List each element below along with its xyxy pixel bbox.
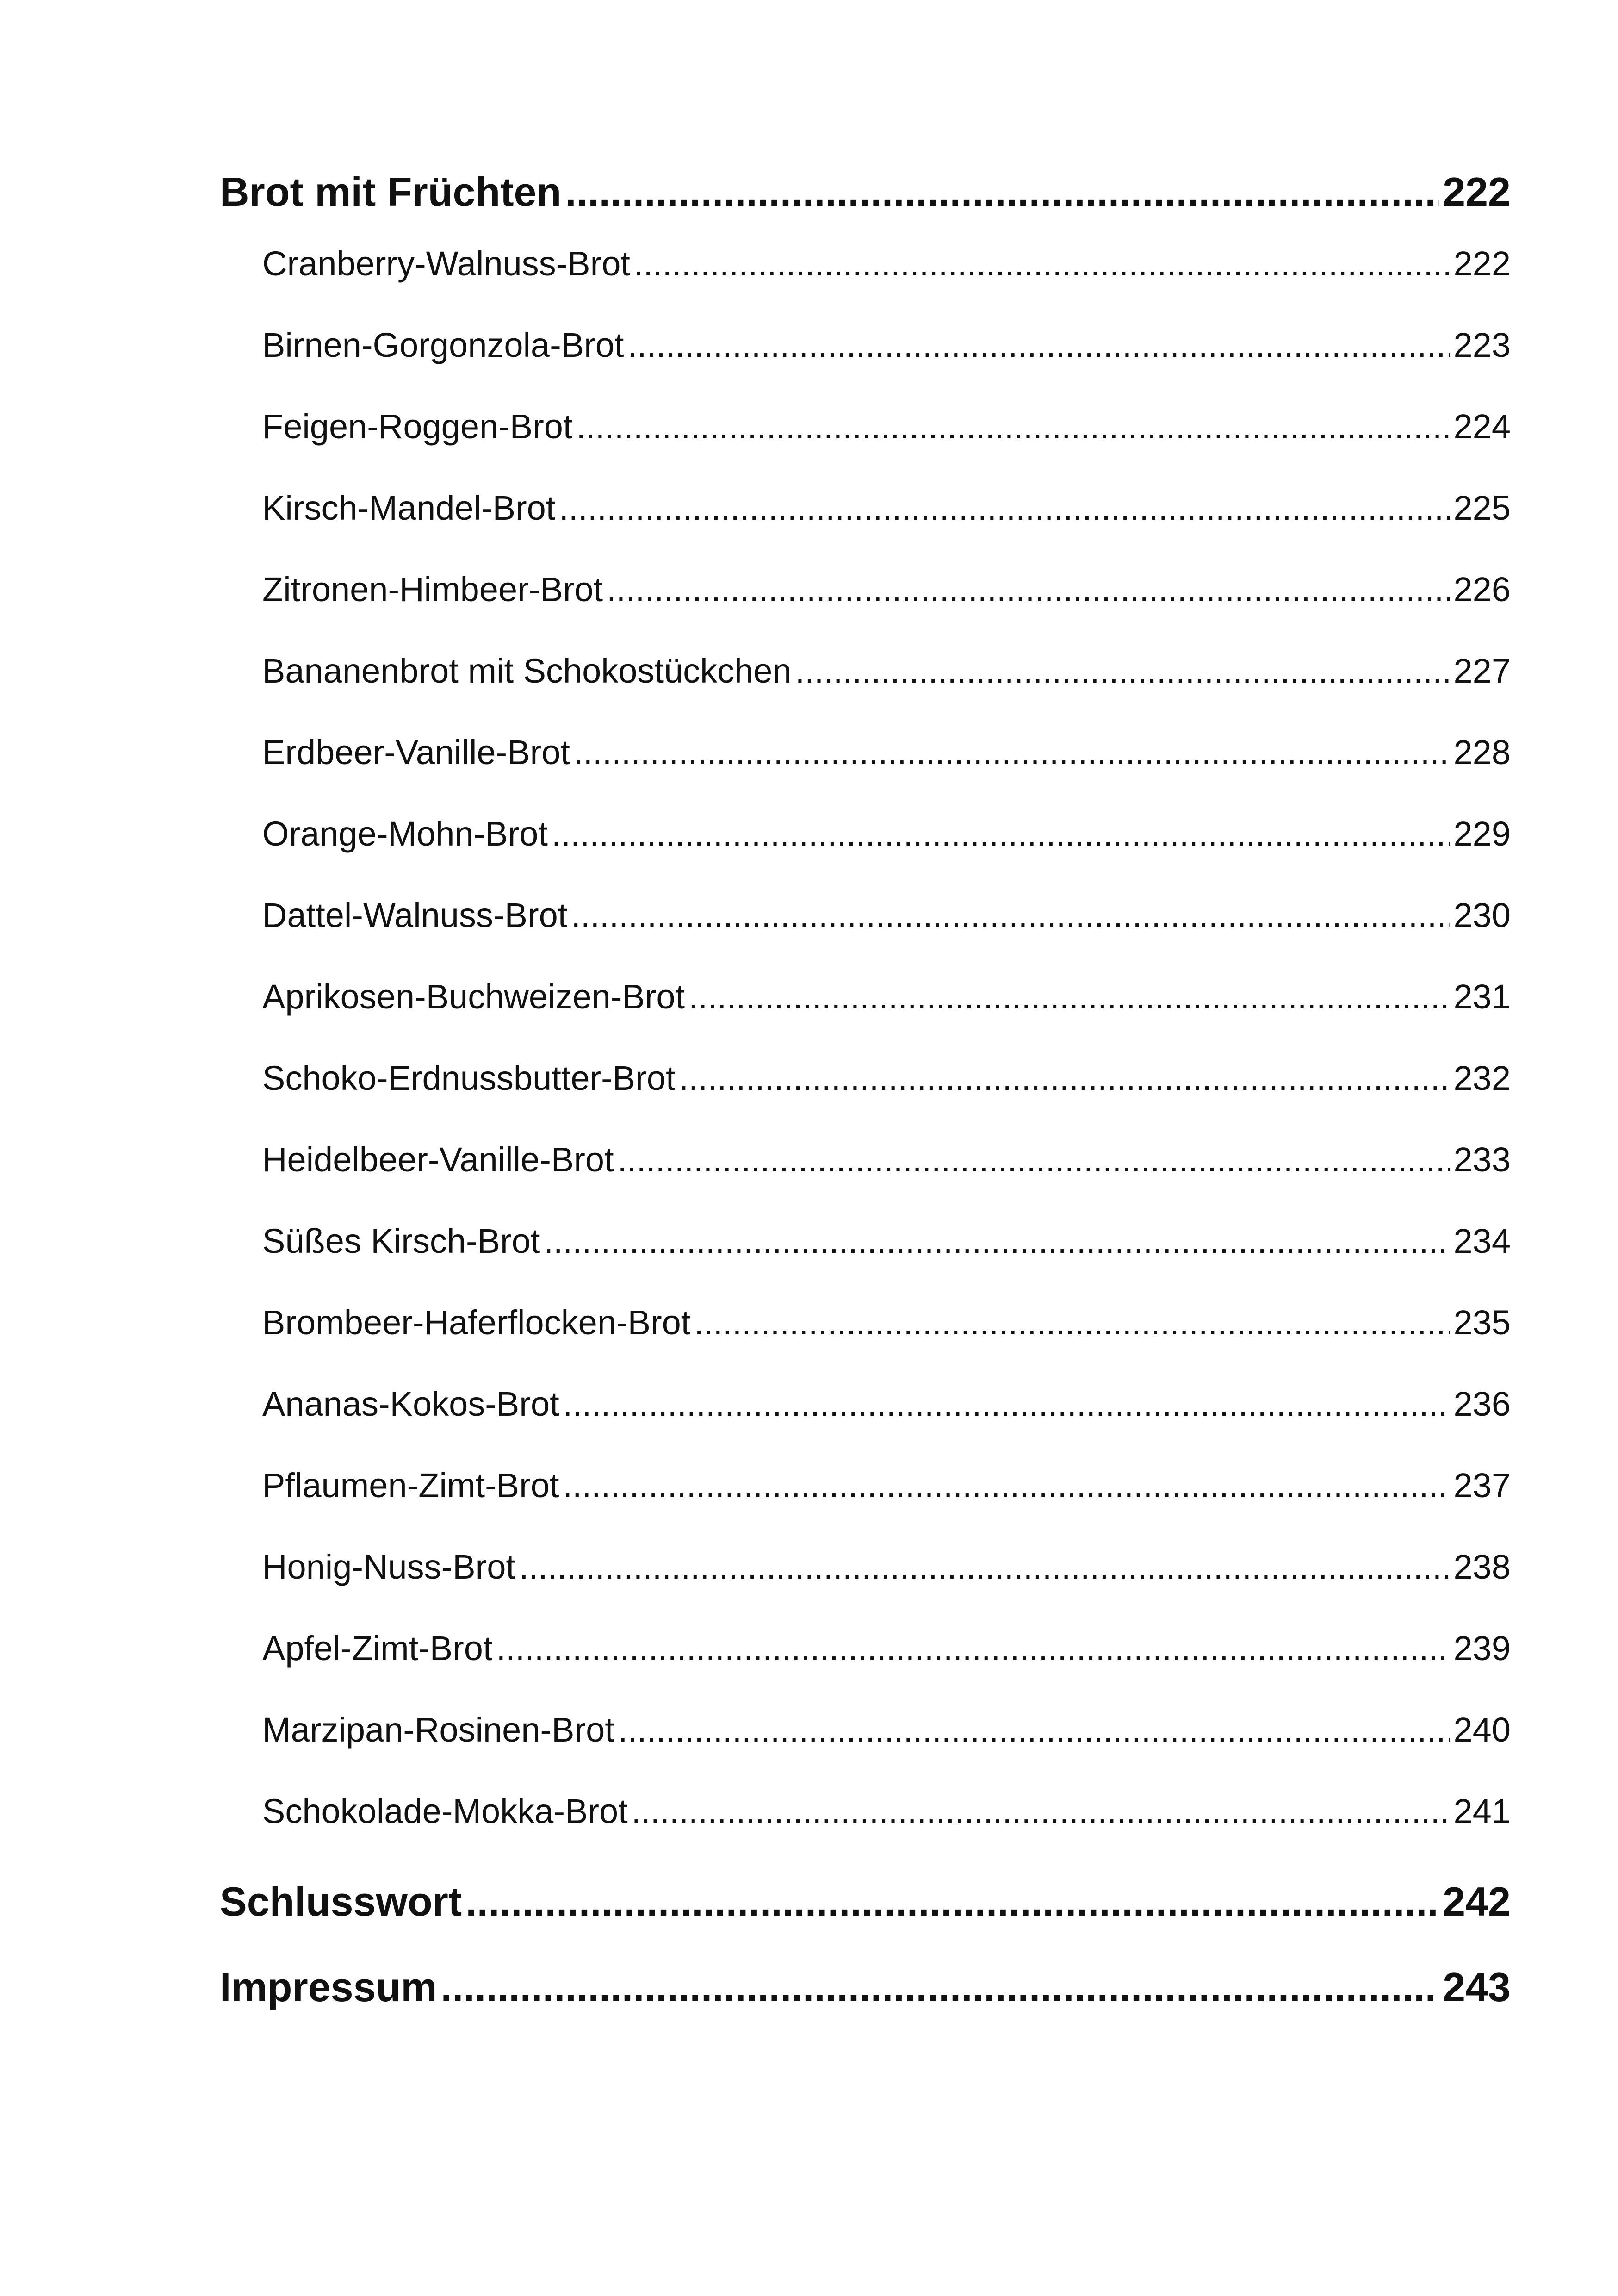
toc-entry[interactable] bbox=[220, 1462, 1511, 1544]
toc-page-number: 228 bbox=[1453, 733, 1511, 772]
toc-dot-leader bbox=[576, 404, 1450, 450]
toc-entry[interactable] bbox=[220, 1055, 1511, 1137]
toc-page-number: 231 bbox=[1453, 977, 1511, 1016]
toc-page-number: 237 bbox=[1453, 1466, 1511, 1505]
toc-page-number: 232 bbox=[1453, 1059, 1511, 1097]
toc-dot-leader bbox=[694, 1300, 1450, 1346]
toc-dot-leader bbox=[563, 1462, 1450, 1509]
toc-page-number: 236 bbox=[1453, 1385, 1511, 1423]
toc-entry[interactable] bbox=[220, 1381, 1511, 1462]
toc-entry-title: Orange-Mohn-Brot bbox=[262, 815, 548, 853]
table-of-contents bbox=[220, 162, 1511, 2043]
toc-entry-title: Cranberry-Walnuss-Brot bbox=[262, 244, 630, 283]
toc-chapter-title: Impressum bbox=[220, 1964, 437, 2010]
toc-dot-leader bbox=[618, 1707, 1450, 1753]
toc-dot-leader bbox=[632, 1788, 1450, 1835]
toc-entry[interactable] bbox=[220, 566, 1511, 648]
toc-page-number: 223 bbox=[1453, 326, 1511, 364]
toc-entry-title: Pflaumen-Zimt-Brot bbox=[262, 1466, 559, 1505]
toc-entry[interactable] bbox=[220, 811, 1511, 892]
toc-dot-leader bbox=[441, 1957, 1439, 2017]
toc-page-number: 238 bbox=[1453, 1548, 1511, 1586]
toc-entry-title: Feigen-Roggen-Brot bbox=[262, 407, 573, 446]
toc-dot-leader bbox=[563, 1381, 1450, 1427]
toc-entry[interactable] bbox=[220, 1137, 1511, 1218]
toc-dot-leader bbox=[571, 892, 1450, 939]
toc-entry-title: Schoko-Erdnussbutter-Brot bbox=[262, 1059, 676, 1097]
toc-page-number: 227 bbox=[1453, 652, 1511, 690]
toc-entry[interactable] bbox=[220, 974, 1511, 1055]
toc-entry-title: Kirsch-Mandel-Brot bbox=[262, 489, 556, 527]
toc-entry[interactable] bbox=[220, 1544, 1511, 1625]
toc-entry-title: Marzipan-Rosinen-Brot bbox=[262, 1711, 614, 1749]
toc-page-number: 225 bbox=[1453, 489, 1511, 527]
toc-entry-title: Ananas-Kokos-Brot bbox=[262, 1385, 559, 1423]
toc-chapter-title: Schlusswort bbox=[220, 1879, 462, 1924]
toc-dot-leader bbox=[552, 811, 1450, 857]
toc-entry-title: Süßes Kirsch-Brot bbox=[262, 1222, 540, 1260]
toc-dot-leader bbox=[465, 1872, 1439, 1932]
toc-entry-title: Honig-Nuss-Brot bbox=[262, 1548, 515, 1586]
toc-entry-title: Dattel-Walnuss-Brot bbox=[262, 896, 568, 934]
toc-page-number: 229 bbox=[1453, 815, 1511, 853]
toc-entry[interactable] bbox=[220, 1300, 1511, 1381]
toc-page-number: 243 bbox=[1443, 1964, 1511, 2010]
toc-dot-leader bbox=[544, 1218, 1450, 1264]
toc-dot-leader bbox=[688, 974, 1450, 1020]
toc-entry-title: Aprikosen-Buchweizen-Brot bbox=[262, 977, 685, 1016]
toc-entry-title: Zitronen-Himbeer-Brot bbox=[262, 570, 603, 609]
toc-entry[interactable] bbox=[220, 729, 1511, 811]
toc-entry-title: Brombeer-Haferflocken-Brot bbox=[262, 1303, 691, 1342]
toc-chapter-title: Brot mit Früchten bbox=[220, 169, 562, 215]
toc-page-number: 222 bbox=[1443, 169, 1511, 215]
toc-page-number: 241 bbox=[1453, 1792, 1511, 1830]
toc-entry-title: Heidelbeer-Vanille-Brot bbox=[262, 1140, 614, 1179]
toc-page-number: 233 bbox=[1453, 1140, 1511, 1179]
toc-page-number: 222 bbox=[1453, 244, 1511, 283]
toc-dot-leader bbox=[559, 485, 1450, 531]
toc-entry-title: Birnen-Gorgonzola-Brot bbox=[262, 326, 624, 364]
toc-entry[interactable] bbox=[220, 241, 1511, 322]
toc-page-number: 240 bbox=[1453, 1711, 1511, 1749]
toc-dot-leader bbox=[574, 729, 1450, 776]
toc-page-number: 235 bbox=[1453, 1303, 1511, 1342]
toc-dot-leader bbox=[795, 648, 1450, 694]
toc-dot-leader bbox=[607, 566, 1450, 613]
toc-entry[interactable] bbox=[220, 322, 1511, 404]
toc-dot-leader bbox=[627, 322, 1450, 368]
toc-entry[interactable] bbox=[220, 892, 1511, 974]
toc-chapter-entry[interactable] bbox=[220, 1872, 1511, 1957]
toc-dot-leader bbox=[618, 1137, 1450, 1183]
toc-entry[interactable] bbox=[220, 485, 1511, 566]
toc-dot-leader bbox=[679, 1055, 1450, 1101]
toc-dot-leader bbox=[565, 162, 1439, 222]
toc-entry-title: Bananenbrot mit Schokostückchen bbox=[262, 652, 792, 690]
toc-dot-leader bbox=[519, 1544, 1450, 1590]
toc-dot-leader bbox=[496, 1625, 1450, 1672]
toc-entry[interactable] bbox=[220, 404, 1511, 485]
toc-entry-title: Schokolade-Mokka-Brot bbox=[262, 1792, 628, 1830]
toc-entry[interactable] bbox=[220, 1707, 1511, 1788]
toc-entry[interactable] bbox=[220, 1218, 1511, 1300]
toc-dot-leader bbox=[634, 241, 1450, 287]
toc-page-number: 226 bbox=[1453, 570, 1511, 609]
toc-chapter-entry[interactable] bbox=[220, 162, 1511, 241]
toc-chapter-entry[interactable] bbox=[220, 1957, 1511, 2043]
toc-entry[interactable] bbox=[220, 1625, 1511, 1707]
toc-page-number: 239 bbox=[1453, 1629, 1511, 1668]
toc-page-number: 242 bbox=[1443, 1879, 1511, 1924]
toc-entry[interactable] bbox=[220, 648, 1511, 729]
toc-page-number: 224 bbox=[1453, 407, 1511, 446]
toc-page-number: 234 bbox=[1453, 1222, 1511, 1260]
toc-entry-title: Erdbeer-Vanille-Brot bbox=[262, 733, 570, 772]
toc-page-number: 230 bbox=[1453, 896, 1511, 934]
toc-entry-title: Apfel-Zimt-Brot bbox=[262, 1629, 493, 1668]
toc-entry[interactable] bbox=[220, 1788, 1511, 1872]
